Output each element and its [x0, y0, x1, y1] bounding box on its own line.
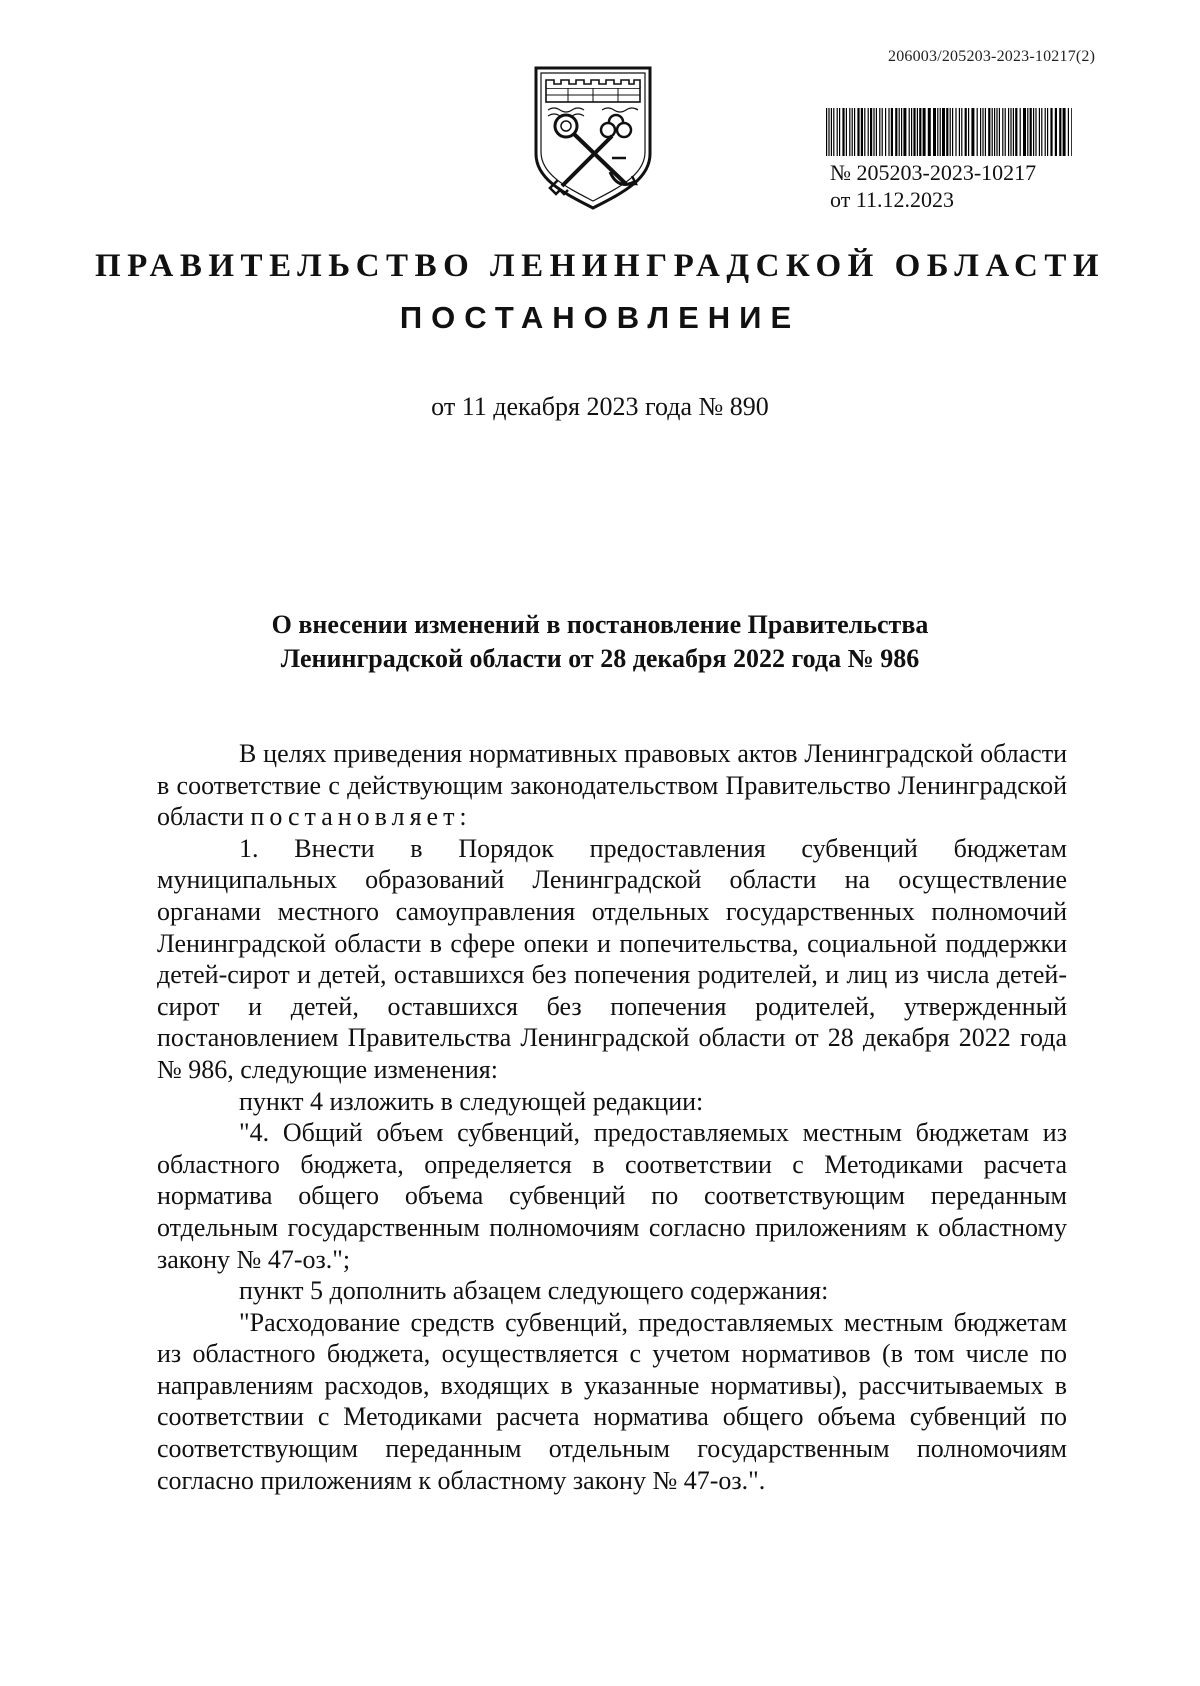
barcode-bar	[1010, 108, 1011, 156]
registration-date: от 11.12.2023	[830, 187, 955, 212]
barcode-bar	[895, 108, 897, 156]
document-id: 206003/205203-2023-10217(2)	[888, 48, 1096, 65]
barcode-bar	[1063, 108, 1066, 156]
barcode-bar	[1027, 108, 1028, 156]
document-kind: ПОСТАНОВЛЕНИЕ	[399, 300, 801, 335]
barcode-bar	[952, 108, 953, 156]
barcode-bar	[985, 108, 986, 156]
barcode-bar	[955, 108, 956, 156]
paragraph-item-1: 1. Внести в Порядок предоставления субвенций бюджетам муниципальных образований Ленинградской области на осуществление органами местного самоуправления отдельных государственных полномочий Ленинградской области в сфере опеки и попечительства, социальной поддержки детей-сирот и детей, оставшихся без попечения родителей, и лиц из числа детей-сирот и детей, оставшихся без попечения родителей, утвержденный постановлением Правительства Ленинградской области от 28 декабря 2022 года № 986, следующие изменения:	[157, 833, 1067, 1084]
paragraph-amendment-text: "4. Общий объем субвенций, предоставляемых местным бюджетам из областного бюджета, определяется в соответствии с Методиками расчета норматива общего объема субвенций по соответствующим переданным отдельным государственным полномочиям согласно приложениям к областному закону № 47-оз.";	[157, 1118, 1067, 1274]
paragraph-amendment-text: "Расходование средств субвенций, предоставляемых местным бюджетам из областного бюджета, осуществляется с учетом нормативов (в том числе по направлениям расходов, входящих в указанные нормативы), рассчитываемых в соответствии с Методиками расчета норматива общего объема субвенций по соответствующим переданным отдельным государственным полномочиям согласно приложениям к областному закону № 47-оз.".	[157, 1307, 1067, 1495]
barcode-bar	[992, 108, 993, 156]
paragraph-amendment-intro: пункт 4 изложить в следующей редакции:	[239, 1086, 704, 1116]
document-body	[157, 738, 1067, 1496]
preamble-text: В целях приведения нормативных правовых актов Ленинградской области в соответствие с действующим законодательством Правительство Ленинградской области	[157, 739, 1067, 832]
barcode-bar	[933, 108, 936, 156]
barcode-bar	[1005, 108, 1006, 156]
barcode-bar	[842, 108, 844, 156]
barcode-bar	[913, 108, 915, 156]
barcode-bar	[942, 108, 945, 156]
barcode-bar	[828, 108, 829, 156]
registration-block	[830, 159, 1036, 213]
paragraph-amendment-intro: пункт 5 дополнить абзацем следующего содержания:	[239, 1276, 829, 1306]
barcode-bar	[903, 108, 906, 156]
leningrad-oblast-coat-of-arms-icon	[528, 62, 658, 210]
barcode-bar	[876, 108, 877, 156]
barcode-bar	[1047, 108, 1048, 156]
title-line: Ленинградской области от 28 декабря 2022 года № 986	[280, 644, 920, 673]
barcode-bar	[882, 108, 883, 156]
barcode-bar	[868, 108, 869, 156]
barcode-bar	[899, 108, 900, 156]
document-date-number: от 11 декабря 2023 года № 890	[431, 392, 769, 421]
barcode-bar	[1023, 108, 1026, 156]
barcode-bar	[1071, 108, 1072, 156]
title-line: О внесении изменений в постановление Правительства	[271, 610, 929, 639]
barcode-bar	[1035, 108, 1036, 156]
barcode-bar	[923, 108, 926, 156]
barcode-bar	[1059, 108, 1061, 156]
barcode-bar	[833, 108, 834, 156]
barcode-bar	[996, 108, 997, 156]
barcode-bar	[940, 108, 941, 156]
barcode-bar	[849, 108, 850, 156]
paragraph-preamble	[157, 738, 1067, 833]
barcode-bar	[977, 108, 978, 156]
barcode-bar	[879, 108, 880, 156]
barcode-bar	[928, 108, 931, 156]
barcode-bar	[909, 108, 910, 156]
barcode-bar	[901, 108, 902, 156]
barcode-bar	[870, 108, 872, 156]
barcode-bar	[1039, 108, 1040, 156]
barcode-bar	[1055, 108, 1057, 156]
barcode-bar	[1041, 108, 1042, 156]
barcode-bar	[1015, 108, 1017, 156]
barcode-bar	[959, 108, 960, 156]
barcode-bar	[831, 108, 832, 156]
barcode-bar	[968, 108, 969, 156]
barcode-bar	[971, 108, 974, 156]
barcode-bar	[994, 108, 995, 156]
barcode-bar	[961, 108, 962, 156]
barcode-bar	[937, 108, 938, 156]
barcode-bar	[1030, 108, 1032, 156]
barcode-bar	[911, 108, 912, 156]
barcode-bar	[839, 108, 840, 156]
barcode-bar	[854, 108, 855, 156]
barcode-bar	[891, 108, 893, 156]
barcode-bar	[946, 108, 948, 156]
barcode-bar	[1020, 108, 1021, 156]
barcode-bar	[857, 108, 859, 156]
registration-number: № 205203-2023-10217	[830, 160, 1037, 185]
barcode-bar	[1013, 108, 1014, 156]
barcode-bar	[980, 108, 981, 156]
barcode-bar	[982, 108, 983, 156]
barcode-bar	[1008, 108, 1009, 156]
barcode-bar	[1068, 108, 1069, 156]
document-title	[0, 608, 1200, 676]
decree-word: постановляет:	[250, 802, 472, 832]
barcode-bar	[950, 108, 951, 156]
barcode-bar	[965, 108, 967, 156]
barcode-bar	[826, 108, 827, 156]
barcode-bar	[873, 108, 874, 156]
barcode-bar	[864, 108, 865, 156]
issuing-authority: ПРАВИТЕЛЬСТВО ЛЕНИНГРАДСКОЙ ОБЛАСТИ	[94, 248, 1106, 284]
barcode-bar	[999, 108, 1000, 156]
barcode-bar	[917, 108, 918, 156]
barcode-bar	[861, 108, 863, 156]
barcode-bar	[1002, 108, 1003, 156]
barcode-bar	[919, 108, 921, 156]
barcode-bar	[837, 108, 838, 156]
barcode-bar	[846, 108, 847, 156]
barcode-bar	[988, 108, 990, 156]
barcode-bar	[888, 108, 889, 156]
barcode-icon	[826, 108, 1072, 156]
barcode-bar	[885, 108, 886, 156]
barcode-bar	[1050, 108, 1052, 156]
barcode-bar	[852, 108, 853, 156]
barcode-bar	[1045, 108, 1046, 156]
barcode-bar	[1033, 108, 1034, 156]
